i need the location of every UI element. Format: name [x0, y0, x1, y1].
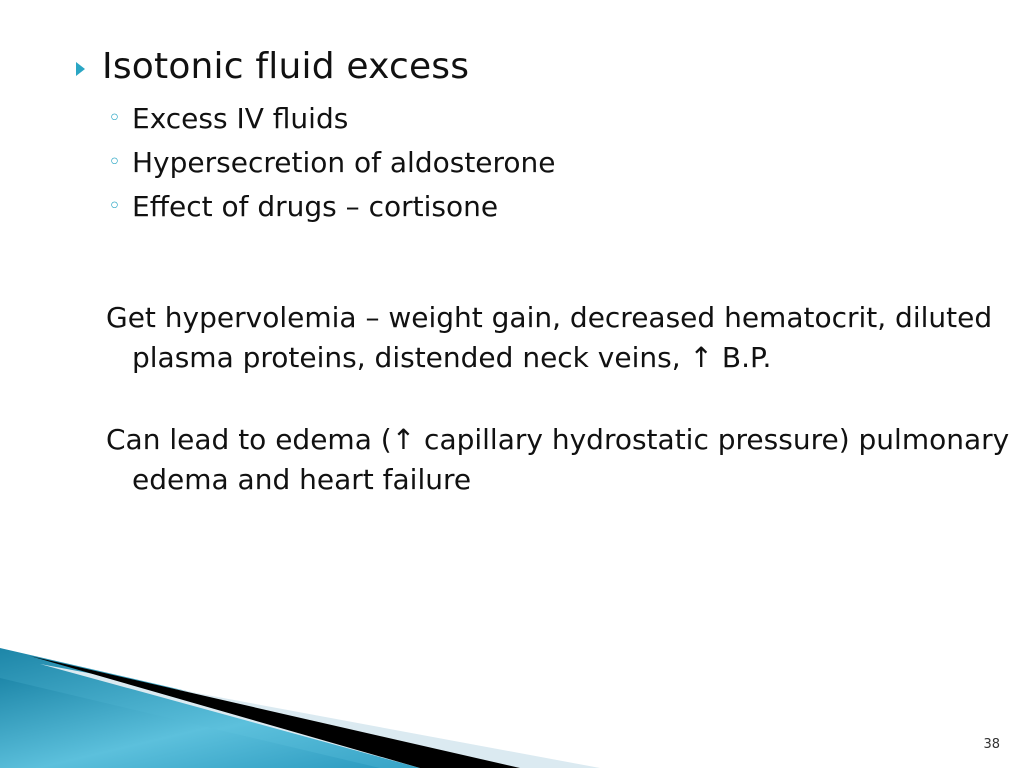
list-item: [108, 184, 556, 228]
triangle-bullet-icon: [76, 62, 85, 76]
page-number: 38: [983, 737, 1000, 752]
sub-bullet-list: [108, 96, 556, 228]
sub-item-text: Hypersecretion of aldosterone: [132, 145, 556, 179]
main-bullet-row: [76, 46, 469, 88]
sub-item-text: Excess IV fluids: [132, 101, 349, 135]
list-item: [108, 140, 556, 184]
list-item: [108, 96, 556, 140]
main-bullet-text: Isotonic fluid excess: [102, 46, 470, 87]
circle-bullet-icon: ◦: [108, 193, 121, 219]
circle-bullet-icon: ◦: [108, 105, 121, 131]
sub-item-text: Effect of drugs – cortisone: [132, 189, 499, 223]
paragraph-hypervolemia: Get hypervolemia – weight gain, decreased hematocrit, diluted plasma proteins, distended neck veins, ↑ B.P.: [106, 301, 993, 374]
circle-bullet-icon: ◦: [108, 149, 121, 175]
paragraph-edema: Can lead to edema (↑ capillary hydrostatic pressure) pulmonary edema and heart failure: [106, 423, 1010, 496]
